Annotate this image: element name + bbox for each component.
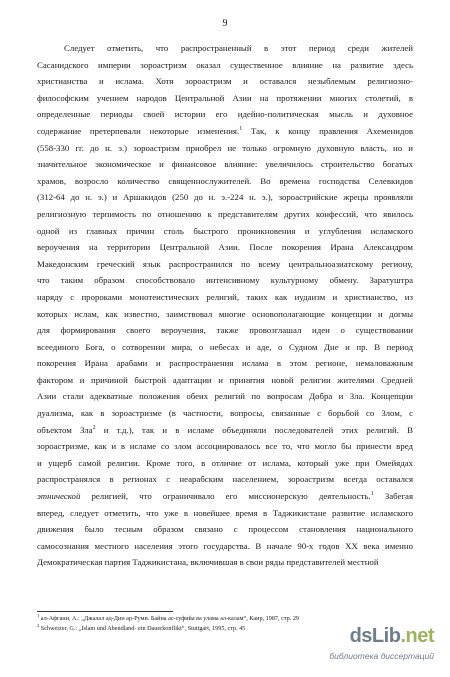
text-line — [37, 405, 413, 422]
line-text: одной из главных причин столь быстрого проникновения и углубления исламского — [37, 225, 413, 236]
footnote-reference[interactable]: 2 — [92, 424, 96, 431]
text-line — [37, 339, 413, 356]
main-body-text — [37, 40, 413, 571]
text-line — [37, 256, 413, 273]
text-line — [37, 239, 413, 256]
watermark-logo-tld: .net — [400, 625, 434, 647]
text-line — [37, 106, 413, 123]
line-text: Македонским греческий язык распространился по всему центральноазиатскому региону, — [37, 258, 413, 269]
text-line — [37, 554, 413, 571]
line-text: Демократическая партия Таджикистана, включившая в свои ряды представителей местной — [37, 557, 379, 568]
line-text: наряду с пророками монотеистических религий, таких как иудаизм и христианство, из — [37, 291, 413, 302]
text-line — [37, 289, 413, 306]
line-text: вероучения на территории Центральной Азии. После покорения Ирана Александром — [37, 242, 413, 253]
line-text: которых ислам, как известно, заимствовал многие основополагающие концепции и догмы — [37, 308, 413, 319]
line-text: содержание претерпевали некоторые изменения. — [37, 125, 240, 136]
text-line — [37, 422, 413, 439]
line-text: зороастризме, как и в исламе со злом ассоциировалось все то, что могло бы принести вред — [37, 441, 413, 452]
text-line — [37, 40, 413, 57]
watermark-subtitle: библиотека диссертаций — [329, 651, 434, 661]
text-line — [37, 73, 413, 90]
text-line — [37, 123, 413, 140]
line-text: (558-330 гг. до н. э.) зороастризм приобрел не только огромную духовную власть, но и — [37, 142, 413, 153]
line-text: религиозную терпимость по отношению к представителям других конфессий, что явилось — [37, 208, 413, 219]
watermark-logo-main: dsLib — [349, 625, 401, 647]
text-line — [37, 223, 413, 240]
line-text: Азии стали адекватные положения обеих религий по вопросам Добра и Зла. Концепции — [37, 391, 413, 402]
text-line — [37, 156, 413, 173]
line-text: дуализма, как в зороастризме (в частности, вопросы, связанные с борьбой со Злом, с — [37, 408, 413, 419]
line-text: распространялся в регионах с неарабским населением, зороастризм всегда оставался — [37, 474, 413, 485]
line-text: и ущерб самой религии. Кроме того, в отличие от ислама, который уже при Омейядах — [37, 457, 413, 468]
text-line — [37, 355, 413, 372]
line-text: (312-64 до н. э.) и Аршакидов (250 до н. э.-224 н. э.), зороастрийские жрецы проявляли — [37, 192, 413, 203]
line-text: для формирования своего вероучения, также провозглашал идеи о существовании — [37, 325, 413, 336]
line-text: вперед, следует отметить, что уже в новейшее время в Таджикистане развитие исламского — [37, 507, 413, 518]
footnote-reference[interactable]: 1 — [370, 491, 374, 498]
line-text: покорения Ирана арабами и распространения ислама в этом регионе, немаловажным — [37, 358, 413, 369]
text-line — [37, 306, 413, 323]
text-line — [37, 388, 413, 405]
text-line — [37, 57, 413, 74]
text-line — [37, 322, 413, 339]
text-line — [37, 372, 413, 389]
line-text: христианства и ислама. Хотя зороастризм и оставался незыблемым религиозно- — [37, 76, 413, 87]
line-text: определенные периоды своей истории его идейно-политическая мысль и духовное — [37, 109, 413, 120]
line-text-continued: Так, к концу правления Ахеменидов — [242, 125, 413, 136]
footnote-reference[interactable]: 1 — [239, 126, 243, 133]
text-line — [37, 438, 413, 455]
line-text: религией, что ограничивало его миссионерскую деятельность. — [80, 491, 371, 502]
line-text: Сасанидского империи зороастризм оказал существенное влияние на развитие здесь — [37, 59, 413, 70]
dslib-watermark-logo — [318, 625, 440, 665]
line-text: что таким образом способствовало интенсивному культурному обмену. Заратуштра — [37, 275, 413, 286]
text-line — [37, 272, 413, 289]
footnote-text: Schweizer, G.: „Islam und Abendland- ein Dauerkonflikt“, Stuttgart, 1995, стр. 45 — [40, 624, 246, 632]
text-line — [37, 521, 413, 538]
text-line — [37, 189, 413, 206]
text-line — [37, 471, 413, 488]
text-line — [37, 206, 413, 223]
line-text: движения было тесным образом связано с процессом становления национального — [37, 524, 413, 535]
text-line — [37, 455, 413, 472]
text-line — [37, 505, 413, 522]
line-text: всеединого Бога, о сотворении мира, о небесах и аде, о Судном Дне и пр. В период — [37, 341, 413, 352]
text-line — [37, 173, 413, 190]
line-text: объектом Зла — [37, 424, 93, 435]
footnote-number: 1 — [37, 612, 40, 618]
text-line — [37, 488, 413, 505]
line-text-continued: и т.д.), так и в исламе объединяли последователей этих религий. В — [95, 424, 413, 435]
footnote-text: ал-Афгани, А.: „Джалал ад-Дин ар-Руми. Байна ас-суфийа ва улама ал-калам“, Каир, 1987, стр. 29 — [40, 615, 300, 622]
line-text: философским учением народов Центральной Азии на протяжении многих столетий, в — [37, 92, 413, 103]
line-text: значительное экономическое и финансовое влияние: увеличилось строительство богатых — [37, 159, 413, 170]
footnote-number: 2 — [37, 622, 40, 628]
line-text: храмов, возросло количество священнослужителей. Во времена господства Селевкидов — [37, 175, 413, 186]
line-text: фактором и причиной быстрой адаптации и принятия новой религии жителями Средней — [37, 374, 413, 385]
line-text: Следует отметить, что распространенный в этот период среди жителей — [64, 43, 413, 53]
text-line — [37, 538, 413, 555]
footnote-item — [37, 614, 417, 624]
line-text-continued: Забегая — [373, 491, 413, 502]
text-line — [37, 140, 413, 157]
line-text: самосознания местного населения этого государства. В начале 90-х годов XX века именно — [37, 540, 413, 551]
italic-term: этнической — [37, 491, 81, 502]
text-line — [37, 90, 413, 107]
page-number: 9 — [222, 18, 228, 29]
watermark-logo-text — [350, 625, 434, 648]
footnote-divider — [37, 611, 173, 612]
